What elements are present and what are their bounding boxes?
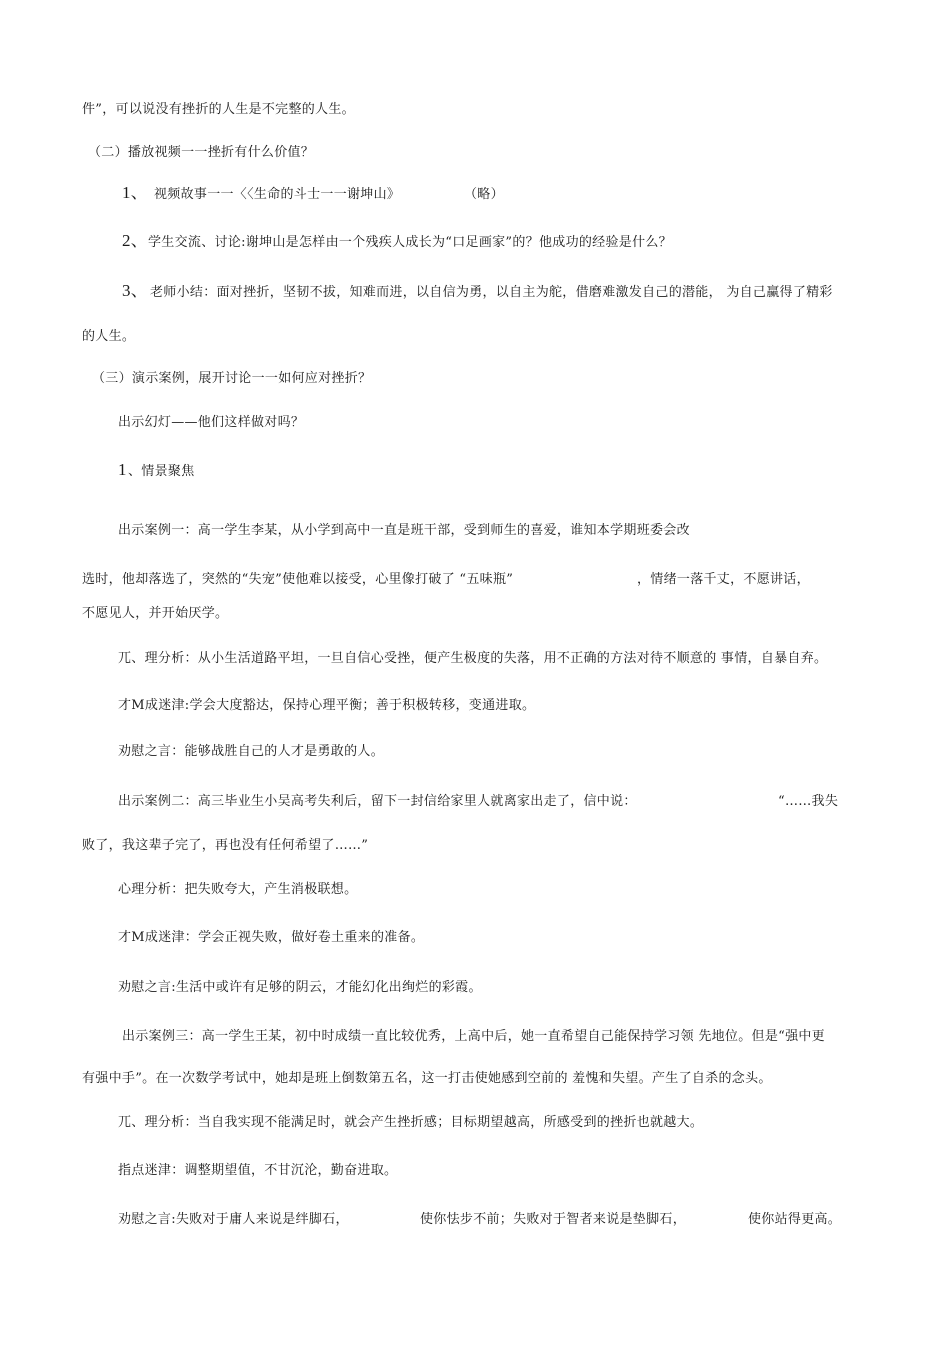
subheading-number: 1: [118, 460, 127, 479]
section-heading-3: （三）演示案例，展开讨论一一如何应对挫折？: [92, 371, 372, 386]
case-three-line: 有强中手”。在一次数学考试中，她却是班上倒数第五名，这一打击使她感到空前的 羞愧和失望。产生了自杀的念头。: [82, 1071, 772, 1086]
list-item-number: 1、: [122, 183, 149, 202]
advice-line: 劝慰之言：能够战胜自己的人才是勇敢的人。: [118, 744, 385, 759]
paragraph-line: 的人生。: [82, 329, 136, 344]
guidance-line: 指点迷津：调整期望值，不甘沉沦，勤奋进取。: [118, 1163, 398, 1178]
case-one-line: [82, 571, 862, 591]
text-segment: 使你怯步不前；失败对于智者来说是垫脚石，: [420, 1212, 687, 1227]
subheading-focus: [118, 460, 318, 485]
paragraph-line: 出示幻灯——他们这样做对吗？: [118, 415, 305, 430]
text-segment: 劝慰之言:失败对于庸人来说是绊脚石，: [118, 1212, 349, 1227]
text-segment: 选时，他却落选了，突然的“失宠”使他难以接受，心里像打破了 “五味瓶”: [82, 572, 514, 587]
list-item-text: 视频故事一一〈〈生命的斗士一一谢坤山》: [154, 187, 401, 202]
analysis-line: 兀、理分析：从小生活道路平坦，一旦自信心受挫，便产生极度的失落，用不正确的方法对待不顺意的 事情，自暴自弃。: [118, 651, 828, 666]
guidance-line: 才M成迷津:学会大度豁达，保持心理平衡；善于积极转移，变通进取。: [118, 698, 536, 713]
list-item-1: [122, 183, 642, 208]
list-item-3: [122, 281, 882, 306]
case-one-line: 出示案例一：高一学生李某，从小学到高中一直是班干部，受到师生的喜爱，谁知本学期班委会改: [118, 523, 690, 538]
text-segment: 出示案例二：高三毕业生小吴高考失利后，留下一封信给家里人就离家出走了，信中说：: [118, 794, 637, 809]
case-one-line: 不愿见人，并开始厌学。: [82, 606, 229, 621]
subheading-text: 、情景聚焦: [128, 464, 195, 479]
list-item-text: 学生交流、讨论:谢坤山是怎样由一个残疾人成长为“口足画家”的？他成功的经验是什么？: [148, 235, 672, 250]
paragraph-line: 件”，可以说没有挫折的人生是不完整的人生。: [82, 102, 355, 117]
case-three-line: 出示案例三：高一学生王某，初中时成绩一直比较优秀，上高中后，她一直希望自己能保持学习领 先地位。但是“强中更: [122, 1029, 825, 1044]
list-item-2: [122, 231, 882, 256]
text-segment: ，情绪一落千丈，不愿讲话，: [637, 572, 810, 587]
analysis-line: 兀、理分析：当自我实现不能满足时，就会产生挫折感；目标期望越高，所感受到的挫折也就越大。: [118, 1115, 704, 1130]
advice-line: [118, 1211, 858, 1231]
list-item-text: 老师小结：面对挫折，坚韧不拔，知难而进，以自信为勇，以自主为舵，借磨难激发自己的潜能， 为自己赢得了精彩: [150, 285, 833, 300]
section-heading-2: （二）播放视频一一挫折有什么价值？: [88, 145, 315, 160]
list-item-number: 2、: [122, 231, 149, 250]
list-item-note: （略）: [464, 187, 504, 202]
advice-line: 劝慰之言:生活中或许有足够的阴云，才能幻化出绚烂的彩霞。: [118, 980, 482, 995]
list-item-number: 3、: [122, 281, 149, 300]
text-segment: “……我失: [778, 794, 839, 809]
analysis-line: 心理分析：把失败夸大，产生消极联想。: [118, 882, 358, 897]
text-segment: 使你站得更高。: [748, 1212, 842, 1227]
case-two-line: [118, 793, 858, 813]
guidance-line: 才M成迷津：学会正视失败，做好卷土重来的准备。: [118, 930, 425, 945]
case-two-line: 败了，我这辈子完了，再也没有任何希望了……”: [82, 838, 369, 853]
